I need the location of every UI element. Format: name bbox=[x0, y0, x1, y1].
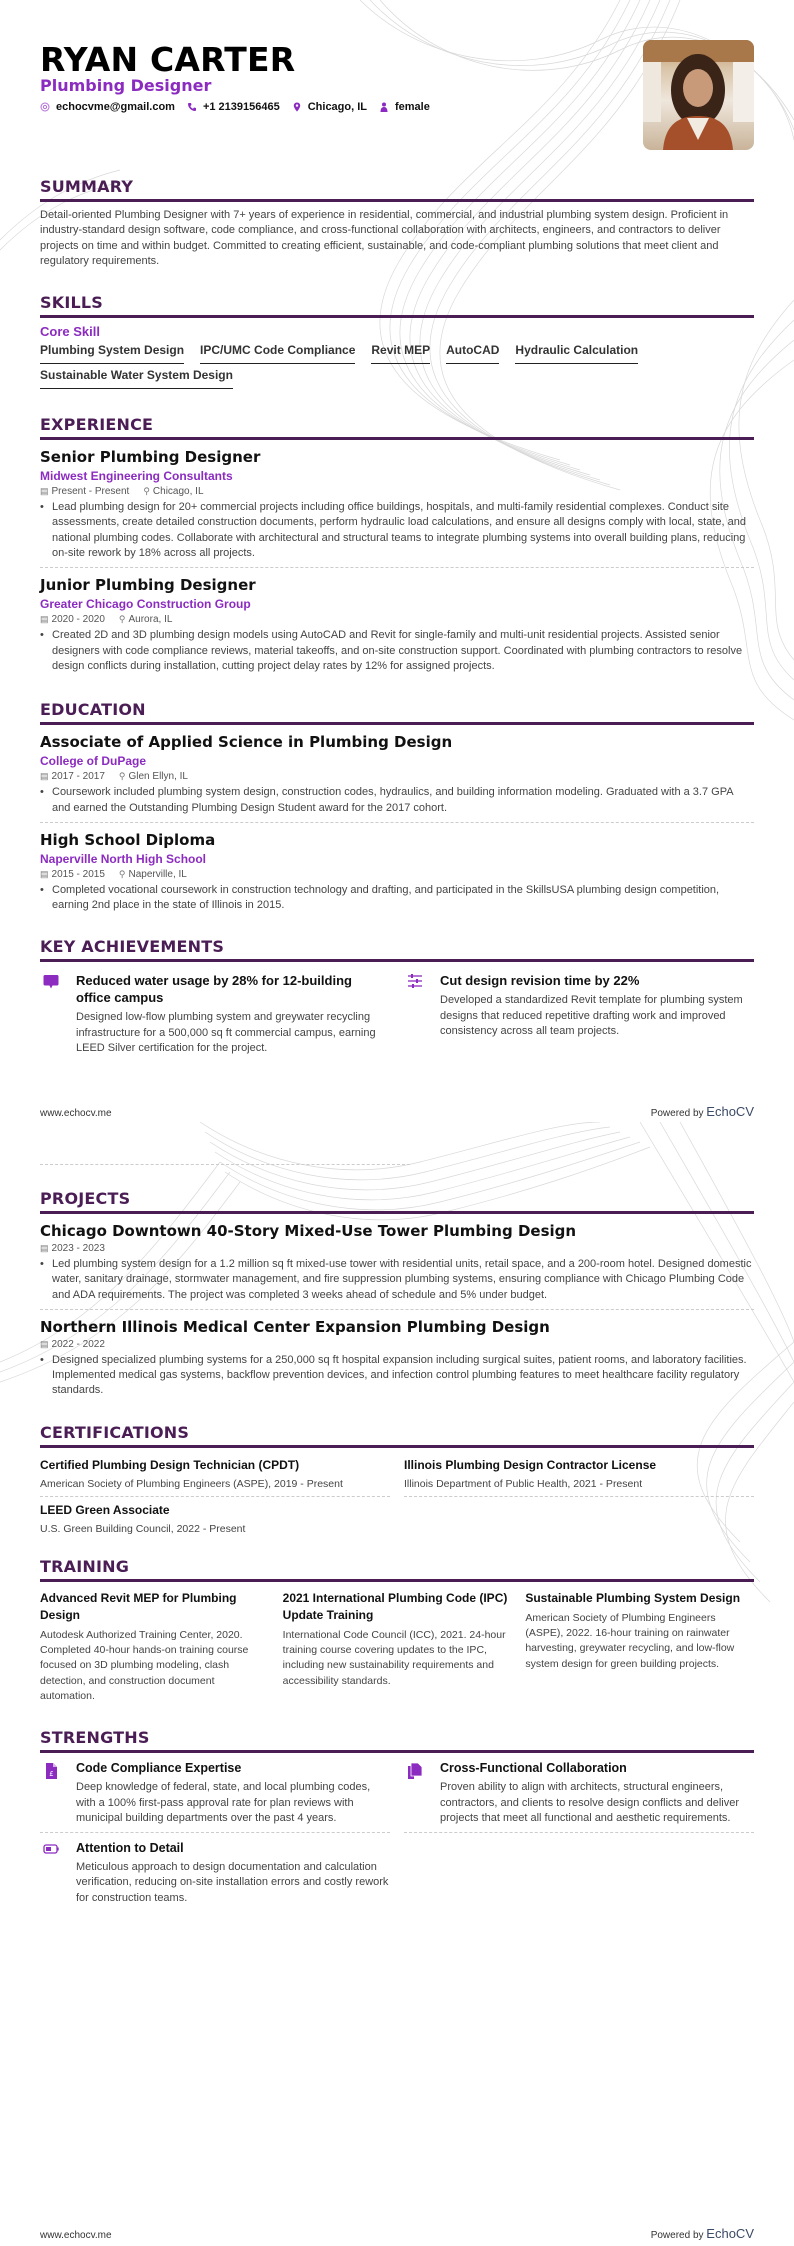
job-description-text: Created 2D and 3D plumbing design models using AutoCAD and Revit for single-family and multi-unit residential projects. Assisted senior designers with code compliance reviews, material takeoffs, and on-site construction support. Coordinated with plumbing contractors to resolve design conflicts during installation, cutting project delay rates by 12% for assigned projects. bbox=[52, 629, 743, 672]
training-item bbox=[525, 1590, 754, 1704]
strength-desc: Deep knowledge of federal, state, and local plumbing codes, with a 100% first-pass approval rate for plan reviews with municipal building departments over the past 4 years. bbox=[76, 1781, 371, 1824]
job-description: • Lead plumbing design for 20+ commercial projects including office buildings, hospitals, and multi-family residential complexes. Conduct site assessments, create detailed construction documents, perform hydraulic load calculations, and ensure all designs comply with local, state, and national plumbing codes. Collaborate with architectural and structural teams to integrate plumbing systems into overall building plans, reducing on-site rework by 18% across all projects. bbox=[40, 500, 754, 561]
map-pin-icon: ⚲ bbox=[143, 486, 150, 497]
powered-by-label: Powered by bbox=[650, 1108, 704, 1119]
project-description-text: Designed specialized plumbing systems for a 250,000 sq ft hospital expansion including surgical suites, patient rooms, and laboratory facilities. Implemented medical gas systems, backflow prevention devices, and infection control plumbing features to meet healthcare facility regulatory standards. bbox=[52, 1353, 747, 1397]
project-description: • Led plumbing system design for a 1.2 million sq ft mixed-use tower with residential units, retail space, and a 200-room hotel. Designed domestic water, sanitary drainage, stormwater management, and fire suppression plumbing systems, ensuring compliance with Chicago Plumbing Code and ADA requirements. The project was completed 3 weeks ahead of schedule and 5% under budget. bbox=[40, 1257, 754, 1303]
training-name: Advanced Revit MEP for Plumbing Design bbox=[40, 1590, 237, 1622]
contact-email[interactable] bbox=[40, 101, 175, 113]
achievements-section bbox=[40, 937, 754, 1056]
projects-section bbox=[40, 1189, 754, 1405]
project-description: • Designed specialized plumbing systems for a 250,000 sq ft hospital expansion including surgical suites, patient rooms, and laboratory facilities. Implemented medical gas systems, backflow prevention devices, and infection control plumbing features to meet healthcare facility regulatory standards. bbox=[40, 1353, 754, 1399]
contact-email-text: echocvme@gmail.com bbox=[56, 101, 175, 113]
training-name: Sustainable Plumbing System Design bbox=[525, 1590, 741, 1605]
job-company: Midwest Engineering Consultants bbox=[40, 469, 233, 484]
achievement-item bbox=[40, 972, 390, 1056]
project-description-text: Led plumbing system design for a 1.2 million sq ft mixed-use tower with residential units, retail space, and a 200-room hotel. Designed domestic water, sanitary drainage, stormwater management, and fire suppression plumbing systems, ensuring compliance with Chicago Plumbing Code and ADA requirements. The project was completed 3 weeks ahead of schedule and 5% under budget. bbox=[52, 1258, 752, 1301]
skill-tag: Plumbing System Design bbox=[40, 343, 184, 364]
map-pin-icon bbox=[292, 102, 302, 112]
strength-item bbox=[404, 1753, 754, 1833]
summary-text: Detail-oriented Plumbing Designer with 7+ years of experience in residential, commercial, and industrial plumbing system design. Proficient in industry-standard design software, code compliance, and cross-functional collaboration with architects, engineers, and contractors to deliver projects on time and within budget. Committed to creating efficient, sustainable, and code-compliant plumbing solutions that meet client and regulatory requirements. bbox=[40, 209, 729, 267]
skill-tag: IPC/UMC Code Compliance bbox=[200, 343, 355, 364]
documents-icon bbox=[408, 1763, 422, 1779]
certification-detail: American Society of Plumbing Engineers (ASPE), 2019 - Present bbox=[40, 1477, 343, 1490]
at-icon bbox=[40, 102, 50, 112]
certification-name: Certified Plumbing Design Technician (CPDT) bbox=[40, 1457, 300, 1472]
training-name: 2021 International Plumbing Code (IPC) Update Training bbox=[282, 1590, 508, 1622]
job-dates: Present - Present bbox=[51, 486, 130, 498]
contact-phone[interactable] bbox=[187, 101, 280, 113]
calendar-icon: ▤ bbox=[40, 1243, 49, 1253]
calendar-icon: ▤ bbox=[40, 771, 49, 782]
achievements-heading: KEY ACHIEVEMENTS bbox=[40, 937, 754, 962]
job-company: Greater Chicago Construction Group bbox=[40, 597, 251, 612]
footer-powered-by bbox=[651, 2226, 754, 2241]
education-description: • Completed vocational coursework in construction technology and drafting, and participated in the SkillsUSA plumbing design competition, earning 2nd place in the state of Illinois in 2015. bbox=[40, 883, 754, 914]
achievement-desc: Designed low-flow plumbing system and greywater recycling infrastructure for a 500,000 sq ft commercial campus, earning LEED Silver certification for the project. bbox=[76, 1011, 376, 1055]
education-location: Glen Ellyn, IL bbox=[128, 771, 188, 783]
achievement-title: Cut design revision time by 22% bbox=[440, 973, 640, 989]
strength-desc: Meticulous approach to design documentation and calculation verification, reducing on-site installation errors and costly rework for construction teams. bbox=[76, 1861, 389, 1904]
calendar-icon: ▤ bbox=[40, 1338, 49, 1349]
project-name: Northern Illinois Medical Center Expansion Plumbing Design bbox=[40, 1317, 550, 1336]
brand-logo: EchoCV bbox=[706, 1104, 754, 1119]
brand-logo: EchoCV bbox=[706, 2226, 754, 2241]
strengths-heading: STRENGTHS bbox=[40, 1728, 754, 1753]
job-description: • Created 2D and 3D plumbing design models using AutoCAD and Revit for single-family and multi-unit residential projects. Assisted senior designers with code compliance reviews, material takeoffs, and on-site construction support. Coordinated with plumbing contractors to resolve design conflicts during installation, cutting project delay rates by 12% for assigned projects. bbox=[40, 628, 754, 674]
experience-entry bbox=[40, 440, 754, 568]
education-location: Naperville, IL bbox=[128, 868, 187, 880]
strength-item bbox=[40, 1753, 390, 1833]
resume-header bbox=[0, 0, 794, 165]
page-footer bbox=[40, 1104, 754, 1119]
certifications-heading: CERTIFICATIONS bbox=[40, 1423, 754, 1448]
education-description: • Coursework included plumbing system design, construction codes, hydraulics, and building information modeling. Graduated with a 3.7 GPA and earned the Outstanding Plumbing Design Student award for the 2017 cohort. bbox=[40, 785, 754, 816]
divider bbox=[40, 1164, 410, 1165]
training-desc: American Society of Plumbing Engineers (ASPE), 2022. 16-hour training on rainwater harvesting, greywater recycling, and low-flow system design for green building projects. bbox=[525, 1611, 735, 1670]
education-description-text: Completed vocational coursework in construction technology and drafting, and participated in the SkillsUSA plumbing design competition, earning 2nd place in the state of Illinois in 2015. bbox=[52, 883, 720, 912]
experience-entry bbox=[40, 568, 754, 680]
calendar-icon: ▤ bbox=[40, 614, 49, 625]
skills-heading: SKILLS bbox=[40, 293, 754, 318]
contact-location bbox=[292, 101, 367, 113]
contact-location-text: Chicago, IL bbox=[307, 101, 367, 113]
education-dates: 2015 - 2015 bbox=[51, 868, 105, 880]
school: Naperville North High School bbox=[40, 851, 207, 866]
project-dates: 2022 - 2022 bbox=[51, 1338, 105, 1350]
speech-bubble-icon bbox=[43, 974, 59, 992]
job-role: Junior Plumbing Designer bbox=[40, 576, 256, 595]
strength-title: Code Compliance Expertise bbox=[76, 1761, 242, 1776]
school: College of DuPage bbox=[40, 754, 147, 769]
powered-by-label: Powered by bbox=[650, 2230, 704, 2241]
skill-group-label: Core Skill bbox=[40, 324, 100, 340]
training-item bbox=[283, 1590, 512, 1704]
page-footer bbox=[40, 2226, 754, 2241]
resume-page-2 bbox=[0, 1122, 794, 2246]
achievement-title: Reduced water usage by 28% for 12-building office campus bbox=[76, 973, 352, 1006]
strength-title: Cross-Functional Collaboration bbox=[440, 1761, 627, 1776]
battery-icon bbox=[43, 1843, 59, 1855]
job-role: Senior Plumbing Designer bbox=[40, 448, 261, 467]
resume-page-1 bbox=[0, 0, 794, 1122]
phone-icon bbox=[187, 102, 197, 112]
certification-detail: Illinois Department of Public Health, 2021 - Present bbox=[404, 1477, 643, 1490]
summary-heading: SUMMARY bbox=[40, 177, 754, 202]
map-pin-icon: ⚲ bbox=[118, 614, 126, 625]
training-desc: Autodesk Authorized Training Center, 2020. Completed 40-hour hands-on training course focused on 3D plumbing modeling, clash detection, and construction document automation. bbox=[40, 1628, 249, 1702]
job-description-text: Lead plumbing design for 20+ commercial projects including office buildings, hospitals, and multi-family residential complexes. Conduct site assessments, create detailed construction documents, perform hydraulic load calculations, and ensure all designs comply with local, state, and national plumbing codes. Collaborate with architectural and structural teams to integrate plumbing systems into overall building plans, reducing on-site rework by 18% across all projects. bbox=[52, 501, 746, 560]
training-desc: International Code Council (ICC), 2021. 24-hour training course covering updates to the IPC, including new sustainability requirements and accessibility standards. bbox=[282, 1628, 506, 1687]
project-entry bbox=[40, 1310, 754, 1405]
map-pin-icon: ⚲ bbox=[118, 771, 126, 782]
certifications-section bbox=[40, 1423, 754, 1541]
experience-heading: EXPERIENCE bbox=[40, 415, 754, 440]
calendar-icon: ▤ bbox=[40, 486, 49, 497]
certification-name: Illinois Plumbing Design Contractor License bbox=[404, 1457, 657, 1472]
training-heading: TRAINING bbox=[40, 1557, 754, 1582]
skill-tag: Revit MEP bbox=[371, 343, 430, 364]
certification-item bbox=[40, 1452, 390, 1497]
certification-item bbox=[40, 1497, 390, 1541]
training-item bbox=[40, 1590, 269, 1704]
projects-heading: PROJECTS bbox=[40, 1189, 754, 1214]
contact-phone-text: +1 2139156465 bbox=[202, 101, 280, 113]
job-location: Chicago, IL bbox=[152, 486, 204, 498]
job-meta bbox=[40, 486, 754, 497]
strengths-section bbox=[40, 1728, 754, 1912]
job-meta bbox=[40, 614, 754, 625]
project-dates: 2023 - 2023 bbox=[51, 1243, 105, 1254]
experience-section bbox=[40, 415, 754, 680]
map-pin-icon: ⚲ bbox=[118, 868, 126, 879]
degree: High School Diploma bbox=[40, 830, 216, 849]
strength-title: Attention to Detail bbox=[76, 1841, 184, 1856]
achievement-desc: Developed a standardized Revit template for plumbing system designs that reduced repetitive drafting work and improved consistency across all team projects. bbox=[440, 994, 743, 1038]
education-entry bbox=[40, 823, 754, 920]
person-icon bbox=[379, 102, 389, 112]
summary-section bbox=[40, 177, 754, 269]
footer-website[interactable]: www.echocv.me bbox=[40, 2230, 112, 2241]
skill-list bbox=[40, 343, 754, 389]
education-meta bbox=[40, 869, 754, 880]
certification-name: LEED Green Associate bbox=[40, 1502, 170, 1517]
skills-section bbox=[40, 293, 754, 389]
project-entry bbox=[40, 1214, 754, 1310]
job-dates: 2020 - 2020 bbox=[51, 614, 105, 626]
education-description-text: Coursework included plumbing system design, construction codes, hydraulics, and building information modeling. Graduated with a 3.7 GPA and earned the Outstanding Plumbing Design Student award for the 2017 cohort. bbox=[52, 786, 733, 814]
training-section bbox=[40, 1557, 754, 1704]
skill-tag: Sustainable Water System Design bbox=[40, 368, 233, 389]
project-meta bbox=[40, 1243, 754, 1254]
contact-row bbox=[40, 101, 430, 113]
achievement-item bbox=[404, 972, 754, 1056]
candidate-title: Plumbing Designer bbox=[40, 76, 212, 95]
document-pound-icon bbox=[45, 1763, 57, 1779]
education-dates: 2017 - 2017 bbox=[51, 771, 105, 783]
strength-item bbox=[40, 1833, 390, 1912]
education-heading: EDUCATION bbox=[40, 700, 754, 725]
calendar-icon: ▤ bbox=[40, 868, 49, 879]
sliders-icon bbox=[407, 974, 423, 988]
contact-gender bbox=[379, 101, 430, 113]
education-meta bbox=[40, 771, 754, 782]
strength-desc: Proven ability to align with architects, structural engineers, contractors, and clients to resolve design conflicts and deliver projects that meet all functional and aesthetic requirements. bbox=[440, 1781, 739, 1824]
certification-item bbox=[404, 1452, 754, 1497]
skill-tag: Hydraulic Calculation bbox=[515, 343, 638, 364]
profile-photo bbox=[643, 40, 754, 150]
contact-gender-text: female bbox=[395, 101, 430, 113]
footer-powered-by bbox=[651, 1104, 754, 1119]
candidate-name: RYAN CARTER bbox=[40, 40, 296, 79]
project-meta bbox=[40, 1339, 754, 1350]
skill-tag: AutoCAD bbox=[446, 343, 499, 364]
job-location: Aurora, IL bbox=[128, 614, 173, 626]
degree: Associate of Applied Science in Plumbing Design bbox=[40, 733, 453, 752]
education-entry bbox=[40, 725, 754, 823]
footer-website[interactable]: www.echocv.me bbox=[40, 1108, 112, 1119]
certification-detail: U.S. Green Building Council, 2022 - Present bbox=[40, 1522, 246, 1535]
education-section bbox=[40, 700, 754, 919]
project-name: Chicago Downtown 40-Story Mixed-Use Tower Plumbing Design bbox=[40, 1222, 577, 1240]
svg-text:£: £ bbox=[49, 1770, 54, 1779]
